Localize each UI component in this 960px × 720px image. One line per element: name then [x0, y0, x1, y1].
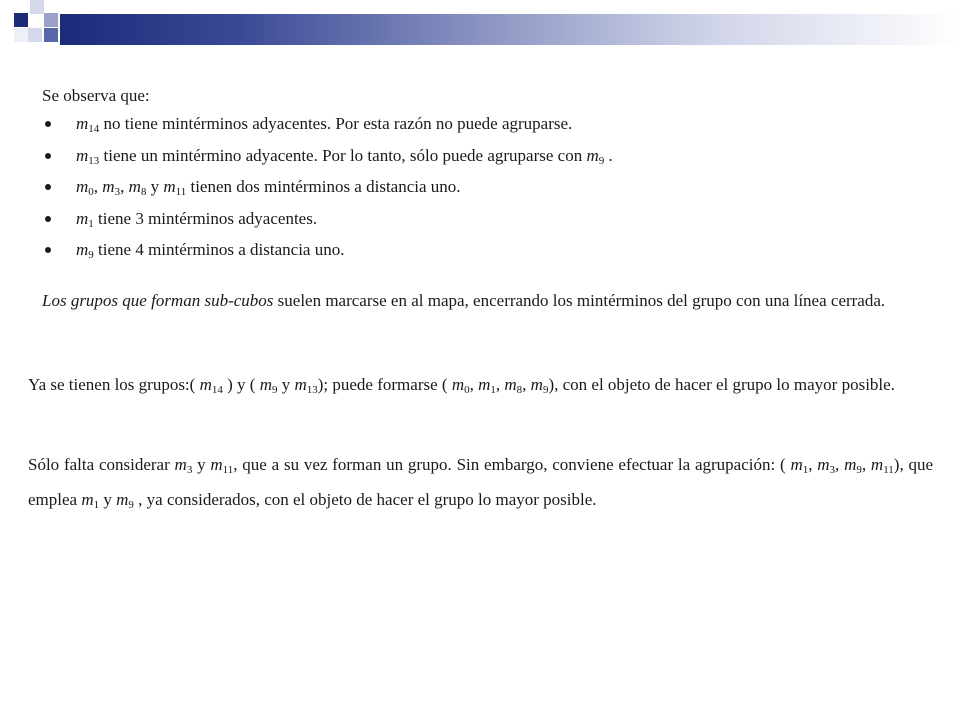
list-item: $m_9$ tiene 4 mintérminos a distancia uno.	[42, 238, 932, 270]
bullet-icon	[45, 247, 51, 253]
header-square	[14, 13, 28, 27]
paragraph-groups: Ya se tienen los grupos:( $m_{14}$ ) y ( $m_9$ y $m_{13}$); puede formarse ( $m_0$, $m_1$, $m_8$, $m_9$), con el objeto de hacer el grupo lo mayor posible.	[28, 375, 895, 396]
paragraph-remaining: Sólo falta considerar $m_3$ y $m_{11}$, que a su vez forman un grupo. Sin embargo, conviene efectuar la agrupación: ( $m_1$, $m_3$, $m_9$, $m_{11}$), que emplea $m_1$ y $m_9$ , ya considerados, con el objeto de hacer el grupo lo mayor posible.	[28, 455, 934, 511]
header-square	[44, 28, 58, 42]
slide-content	[42, 86, 932, 270]
list-item: $m_{13}$ tiene un mintérmino adyacente. Por lo tanto, sólo puede agruparse con $m_9$ .	[42, 144, 932, 176]
paragraph-subcubes: Los grupos que forman sub-cubos suelen marcarse en al mapa, encerrando los mintérminos del grupo con una línea cerrada.	[42, 291, 886, 310]
header-square	[30, 0, 44, 14]
header-square	[28, 28, 42, 42]
intro-text: Se observa que:	[42, 86, 150, 105]
bullet-icon	[45, 216, 51, 222]
header-square	[44, 13, 58, 27]
list-item: $m_1$ tiene 3 mintérminos adyacentes.	[42, 207, 932, 239]
bullet-icon	[45, 153, 51, 159]
header-gradient-bar	[60, 14, 960, 45]
observation-list	[42, 112, 932, 270]
bullet-icon	[45, 121, 51, 127]
bullet-icon	[45, 184, 51, 190]
list-item: $m_0$, $m_3$, $m_8$ y $m_{11}$ tienen dos mintérminos a distancia uno.	[42, 175, 932, 207]
header-square	[14, 28, 28, 42]
list-item: $m_{14}$ no tiene mintérminos adyacentes. Por esta razón no puede agruparse.	[42, 112, 932, 144]
